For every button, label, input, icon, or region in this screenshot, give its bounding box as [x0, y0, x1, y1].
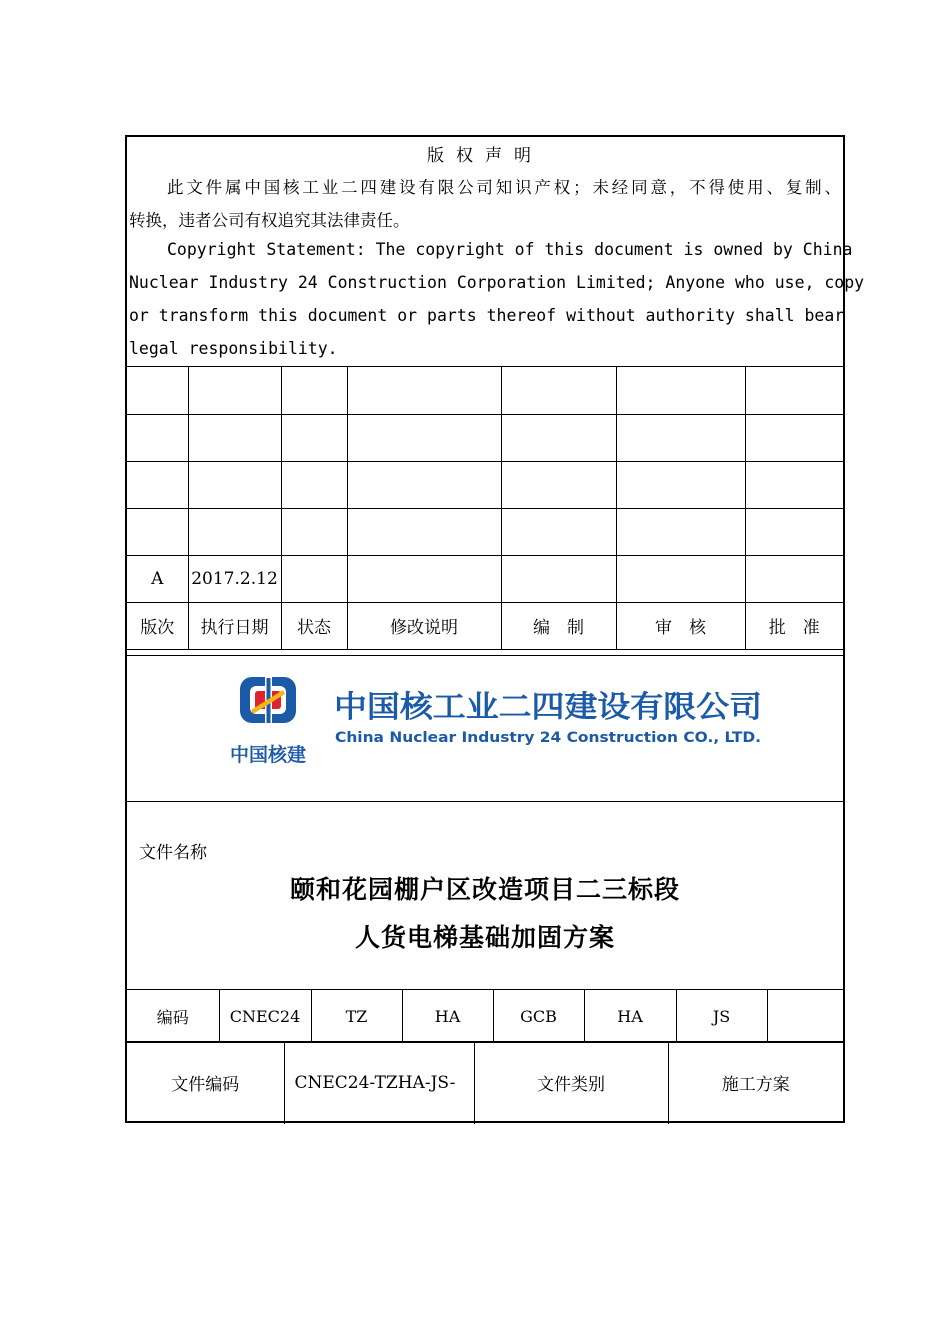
revision-cell — [127, 508, 188, 555]
header-version: 版次 — [127, 602, 188, 649]
copyright-cn-line-2: 转换，违者公司有权追究其法律责任。 — [129, 211, 410, 230]
revision-cell — [745, 461, 843, 508]
revision-cell — [501, 508, 616, 555]
file-type-value: 施工方案 — [668, 1042, 843, 1124]
revision-cell — [127, 461, 188, 508]
code-label: 编码 — [127, 990, 219, 1043]
header-exec-date: 执行日期 — [188, 602, 281, 649]
revision-cell — [745, 367, 843, 414]
revision-cell — [281, 508, 347, 555]
revision-cell — [347, 461, 501, 508]
logo-short-name: 中国核建 — [229, 744, 307, 766]
copyright-section — [127, 137, 865, 367]
revision-row — [127, 461, 843, 508]
revision-date: 2017.2.12 — [188, 555, 281, 602]
revision-cell — [616, 414, 745, 461]
revision-cell — [616, 461, 745, 508]
copyright-en-line-2: Nuclear Industry 24 Construction Corporation Limited; Anyone who use, copy — [129, 273, 865, 292]
revision-header-row — [127, 602, 843, 649]
revision-cell — [127, 367, 188, 414]
header-prepared: 编 制 — [501, 602, 616, 649]
copyright-en-line-1: Copyright Statement: The copyright of this document is owned by China — [167, 240, 853, 259]
code-table — [127, 989, 843, 1043]
revision-cell — [347, 367, 501, 414]
revision-cell — [281, 414, 347, 461]
file-code-table — [127, 1041, 843, 1124]
header-reviewed: 审 核 — [616, 602, 745, 649]
document-title-area — [127, 802, 843, 989]
revision-cell — [501, 461, 616, 508]
copyright-cn-line-1: 此文件属中国核工业二四建设有限公司知识产权；未经同意，不得使用、复制、 — [167, 178, 841, 197]
revision-cell — [616, 367, 745, 414]
revision-cell — [188, 367, 281, 414]
logo-company-en: China Nuclear Industry 24 Construction CO., LTD. — [335, 730, 761, 746]
company-logo-area — [127, 655, 843, 802]
logo-company-cn: 中国核工业二四建设有限公司 — [334, 690, 762, 725]
code-part: HA — [402, 990, 493, 1043]
file-code-row — [127, 1042, 843, 1124]
revision-cell — [127, 414, 188, 461]
revision-row — [127, 414, 843, 461]
document-cover-sheet — [125, 135, 865, 1123]
revision-version: A — [127, 555, 188, 602]
revision-cell — [616, 508, 745, 555]
logo-emblem-icon — [240, 674, 296, 727]
revision-cell — [347, 508, 501, 555]
header-status: 状态 — [281, 602, 347, 649]
file-name-label: 文件名称 — [139, 843, 207, 863]
revision-cell — [616, 555, 745, 602]
code-part: GCB — [493, 990, 584, 1043]
revision-cell — [501, 367, 616, 414]
revision-cell — [745, 555, 843, 602]
code-row — [127, 990, 843, 1043]
revision-cell — [281, 461, 347, 508]
code-part — [767, 990, 843, 1043]
code-part: CNEC24 — [219, 990, 311, 1043]
copyright-en-line-3: or transform this document or parts thereof without authority shall bear — [129, 306, 845, 325]
revision-row — [127, 367, 843, 414]
copyright-title: 版权声明 — [427, 146, 543, 166]
code-part: HA — [584, 990, 676, 1043]
revision-cell — [281, 555, 347, 602]
revision-cell — [745, 414, 843, 461]
file-code-label: 文件编码 — [127, 1042, 284, 1124]
revision-cell — [745, 508, 843, 555]
revision-cell — [347, 555, 501, 602]
revision-cell — [188, 508, 281, 555]
revision-cell — [188, 461, 281, 508]
revision-cell — [501, 414, 616, 461]
company-logo — [127, 656, 843, 801]
revision-cell — [347, 414, 501, 461]
header-change-desc: 修改说明 — [347, 602, 501, 649]
copyright-en-line-4: legal responsibility. — [129, 339, 338, 358]
revision-cell — [281, 367, 347, 414]
revision-table — [127, 367, 843, 650]
header-approved: 批 准 — [745, 602, 843, 649]
document-title-line-1: 颐和花园棚户区改造项目二三标段 — [289, 875, 680, 904]
code-part: TZ — [311, 990, 402, 1043]
revision-row — [127, 508, 843, 555]
document-title-line-2: 人货电梯基础加固方案 — [354, 923, 615, 952]
code-part: JS — [676, 990, 767, 1043]
revision-cell — [188, 414, 281, 461]
revision-row — [127, 555, 843, 602]
file-code-value: CNEC24-TZHA-JS- — [284, 1042, 474, 1124]
file-type-label: 文件类别 — [474, 1042, 668, 1124]
revision-cell — [501, 555, 616, 602]
